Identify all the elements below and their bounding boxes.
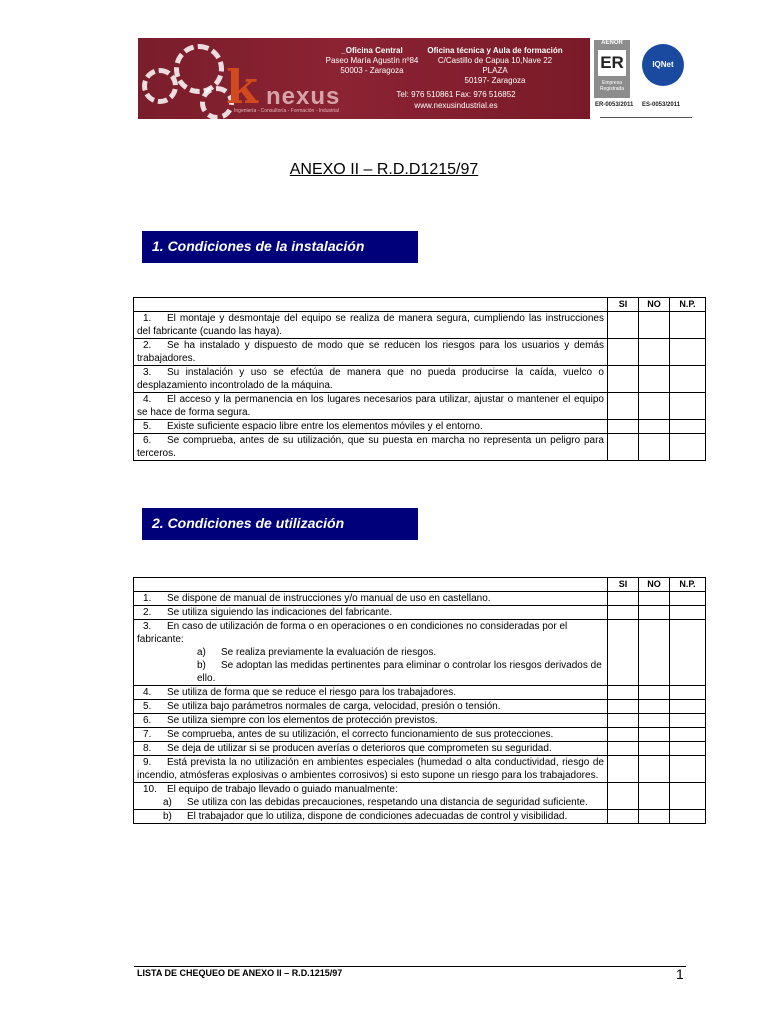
checklist-table-usage (133, 577, 706, 824)
office-training-city: 50197- Zaragoza (464, 76, 526, 85)
item-number: 3. (143, 367, 152, 378)
footer-title: LISTA DE CHEQUEO DE ANEXO II – R.D.1215/97 (137, 968, 343, 978)
item-text: Está prevista la no utilización en ambientes especiales (humedad o alta conductividad, riesgo de incendio, atmósferas explosivas o ambientes corrosivos) si esto supone un riesgo para los trabajadores. (137, 757, 604, 781)
item-number: 5. (143, 701, 152, 712)
checkbox-no[interactable] (639, 312, 670, 339)
checkbox-np[interactable] (670, 728, 706, 742)
item-cell (134, 783, 608, 810)
item-cell (134, 339, 608, 366)
item-text: Se utiliza siempre con los elementos de protección previstos. (167, 715, 438, 726)
checkbox-no[interactable] (639, 393, 670, 420)
item-cell (134, 420, 608, 434)
checkbox-no[interactable] (639, 592, 670, 606)
item-number: 7. (143, 729, 152, 740)
office-central (324, 46, 420, 76)
item-cell (134, 620, 608, 686)
checkbox-si[interactable] (608, 420, 639, 434)
item-cell (134, 434, 608, 461)
table-row (134, 728, 706, 742)
table-row (134, 742, 706, 756)
checkbox-np[interactable] (670, 339, 706, 366)
table-row (134, 810, 706, 824)
checkbox-no[interactable] (639, 728, 670, 742)
item-cell (134, 393, 608, 420)
item-text: El acceso y la permanencia en los lugares necesarios para utilizar, ajustar o mantener el equipo se hace de forma segura. (137, 394, 604, 418)
checkbox-si[interactable] (608, 700, 639, 714)
table-row (134, 686, 706, 700)
checklist-table-installation (133, 297, 706, 461)
item-number: 8. (143, 743, 152, 754)
checkbox-np[interactable] (670, 620, 706, 686)
checkbox-si[interactable] (608, 620, 639, 686)
office-training-address: C/Castillo de Capua 10,Nave 22 PLAZA (437, 56, 553, 75)
item-number: 2. (143, 607, 152, 618)
checkbox-np[interactable] (670, 756, 706, 783)
checkbox-np[interactable] (670, 420, 706, 434)
checkbox-no[interactable] (639, 700, 670, 714)
item-number: 1. (143, 313, 152, 324)
checkbox-si[interactable] (608, 393, 639, 420)
checkbox-np[interactable] (670, 686, 706, 700)
item-text: Se utiliza de forma que se reduce el riesgo para los trabajadores. (167, 687, 457, 698)
checkbox-no[interactable] (639, 742, 670, 756)
item-number: 3. (143, 621, 152, 632)
column-header-no: NO (639, 298, 670, 312)
item-number: 4. (143, 394, 152, 405)
table-row (134, 714, 706, 728)
subitem-text: Se utiliza con las debidas precauciones, respetando una distancia de seguridad suficiente. (187, 797, 588, 808)
table-row (134, 700, 706, 714)
checkbox-si[interactable] (608, 714, 639, 728)
checkbox-si[interactable] (608, 756, 639, 783)
item-cell (134, 756, 608, 783)
item-cell (134, 686, 608, 700)
table-header-row (134, 578, 706, 592)
item-cell (134, 714, 608, 728)
item-cell (134, 810, 608, 824)
checkbox-si[interactable] (608, 783, 639, 810)
section-heading-usage: 2. Condiciones de utilización (142, 508, 418, 540)
item-number: 2. (143, 340, 152, 351)
item-text: Se deja de utilizar si se producen averías o deterioros que comprometen su seguridad. (167, 743, 552, 754)
table-header-row (134, 298, 706, 312)
aenor-registered-text: Empresa Registrada (599, 80, 625, 92)
item-cell (134, 606, 608, 620)
checkbox-no[interactable] (639, 714, 670, 728)
contact-info (376, 89, 536, 111)
item-text: El montaje y desmontaje del equipo se realiza de manera segura, cumpliendo las instrucciones del fabricante (cuando las haya). (137, 313, 604, 337)
item-number: 6. (143, 715, 152, 726)
table-row (134, 620, 706, 686)
checkbox-np[interactable] (670, 592, 706, 606)
checkbox-np[interactable] (670, 810, 706, 824)
table-row (134, 592, 706, 606)
table-row (134, 393, 706, 420)
checkbox-si[interactable] (608, 339, 639, 366)
office-central-address: Paseo María Agustín nº84 (325, 56, 419, 65)
column-header-np: N.P. (670, 298, 706, 312)
checkbox-np[interactable] (670, 714, 706, 728)
item-number: 5. (143, 421, 152, 432)
checkbox-si[interactable] (608, 742, 639, 756)
item-cell (134, 592, 608, 606)
item-text: Se comprueba, antes de su utilización, que su puesta en marcha no representa un peligro para terceros. (137, 435, 604, 459)
subitem-text: Se realiza previamente la evaluación de riesgos. (221, 647, 437, 658)
aenor-label: AENOR (601, 40, 623, 46)
item-text: El equipo de trabajo llevado o guiado manualmente: (167, 784, 398, 795)
column-header-si: SI (608, 298, 639, 312)
checkbox-np[interactable] (670, 700, 706, 714)
checkbox-si[interactable] (608, 810, 639, 824)
subitem-letter: b) (163, 811, 172, 822)
item-text: Se comprueba, antes de su utilización, el correcto funcionamiento de sus protecciones. (167, 729, 554, 740)
checkbox-si[interactable] (608, 434, 639, 461)
item-text: Su instalación y uso se efectúa de manera que no pueda producirse la caída, vuelco o desplazamiento incontrolado de la máquina. (137, 367, 604, 391)
subitem-text: El trabajador que lo utiliza, dispone de condiciones adecuadas de control y visibilidad. (187, 811, 568, 822)
logo-k-letter: k (226, 60, 258, 114)
item-number: 9. (143, 757, 152, 768)
document-title-wrap (0, 161, 768, 179)
item-text: Se dispone de manual de instrucciones y/o manual de uso en castellano. (167, 593, 491, 604)
subitem-letter: a) (197, 647, 206, 658)
office-central-city: 50003 - Zaragoza (340, 66, 404, 75)
office-training (426, 46, 564, 86)
column-header-no: NO (639, 578, 670, 592)
subitem-text: Se adoptan las medidas pertinentes para eliminar o controlar los riesgos derivados de ello. (197, 660, 602, 684)
office-central-title: _Oficina Central (341, 46, 403, 55)
table-row (134, 606, 706, 620)
checkbox-np[interactable] (670, 606, 706, 620)
header-blank-cell (134, 298, 608, 312)
document-title: ANEXO II – R.D.D1215/97 (289, 161, 479, 178)
header-blank-cell (134, 578, 608, 592)
item-number: 10. (143, 784, 157, 795)
checkbox-np[interactable] (670, 783, 706, 810)
iqnet-badge: IQNet (642, 44, 684, 86)
table-row (134, 339, 706, 366)
table-row (134, 312, 706, 339)
checkbox-no[interactable] (639, 434, 670, 461)
website-link[interactable]: www.nexusindustrial.es (414, 101, 498, 110)
checkbox-no[interactable] (639, 620, 670, 686)
section-heading-installation: 1. Condiciones de la instalación (142, 231, 418, 263)
item-number: 1. (143, 593, 152, 604)
checkbox-np[interactable] (670, 742, 706, 756)
checkbox-si[interactable] (608, 312, 639, 339)
item-text: En caso de utilización de forma o en operaciones o en condiciones no consideradas por el fabricante: (137, 621, 568, 645)
item-text: Se ha instalado y dispuesto de modo que se reducen los riesgos para los usuarios y demás trabajadores. (137, 340, 604, 364)
table-row (134, 366, 706, 393)
table-row (134, 756, 706, 783)
office-training-title: Oficina técnica y Aula de formación (427, 46, 563, 55)
company-logo-text: nexus (266, 83, 341, 110)
logo-subtitle: Ingeniería - Consultoría - Formación - Industrial (234, 108, 340, 114)
checkbox-no[interactable] (639, 420, 670, 434)
item-text: Se utiliza bajo parámetros normales de carga, velocidad, presión o tensión. (167, 701, 501, 712)
checkbox-si[interactable] (608, 686, 639, 700)
checkbox-no[interactable] (639, 686, 670, 700)
item-cell (134, 728, 608, 742)
checkbox-np[interactable] (670, 312, 706, 339)
checkbox-no[interactable] (639, 756, 670, 783)
table-row (134, 434, 706, 461)
checkbox-si[interactable] (608, 366, 639, 393)
checkbox-np[interactable] (670, 434, 706, 461)
checkbox-no[interactable] (639, 366, 670, 393)
item-text: Se utiliza siguiendo las indicaciones del fabricante. (167, 607, 393, 618)
subitem-letter: b) (197, 660, 206, 671)
header-divider (600, 117, 692, 118)
item-cell (134, 312, 608, 339)
item-cell (134, 700, 608, 714)
footer-divider (134, 966, 686, 967)
table-row (134, 420, 706, 434)
checkbox-no[interactable] (639, 606, 670, 620)
column-header-np: N.P. (670, 578, 706, 592)
aenor-er-mark: ER (598, 50, 626, 76)
checkbox-np[interactable] (670, 393, 706, 420)
item-text: Existe suficiente espacio libre entre los elementos móviles y el entorno. (167, 421, 483, 432)
item-cell (134, 366, 608, 393)
cert-code-es: ES-0053/2011 (642, 102, 681, 108)
subitem-letter: a) (163, 797, 172, 808)
page-number: 1 (676, 966, 684, 982)
item-number: 4. (143, 687, 152, 698)
checkbox-np[interactable] (670, 366, 706, 393)
item-cell (134, 742, 608, 756)
company-header-banner (138, 38, 590, 119)
gear-icon (142, 68, 178, 104)
table-row (134, 783, 706, 810)
column-header-si: SI (608, 578, 639, 592)
checkbox-no[interactable] (639, 783, 670, 810)
phone-fax: Tel: 976 510861 Fax: 976 516852 (396, 90, 516, 99)
checkbox-no[interactable] (639, 339, 670, 366)
checkbox-si[interactable] (608, 592, 639, 606)
checkbox-no[interactable] (639, 810, 670, 824)
checkbox-si[interactable] (608, 606, 639, 620)
cert-code-er: ER-0053/2011 (595, 102, 634, 108)
checkbox-si[interactable] (608, 728, 639, 742)
item-number: 6. (143, 435, 152, 446)
